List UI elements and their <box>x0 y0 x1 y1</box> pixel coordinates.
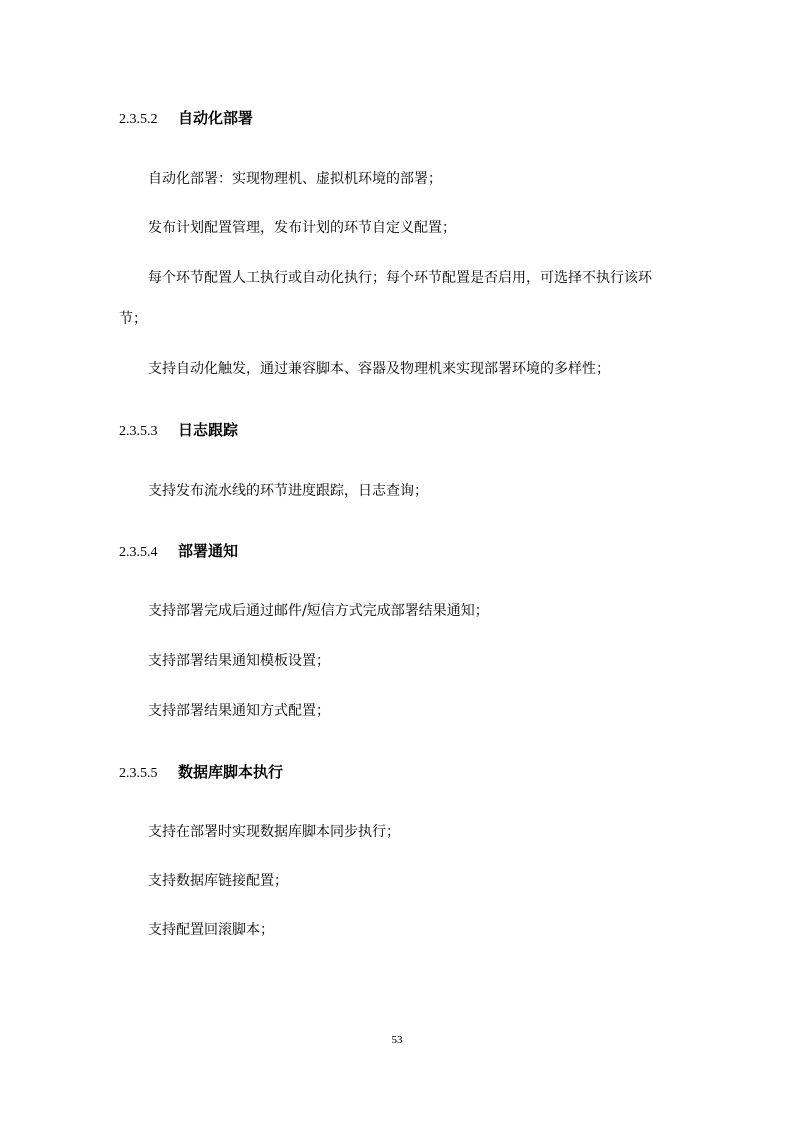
paragraph: 支持在部署时实现数据库脚本同步执行； <box>148 824 400 840</box>
section-title: 部署通知 <box>178 542 239 560</box>
paragraph-continuation: 节； <box>119 311 147 327</box>
paragraph: 支持部署完成后通过邮件/短信方式完成部署结果通知； <box>148 603 489 619</box>
section-heading <box>119 762 283 784</box>
paragraph: 支持数据库链接配置； <box>148 873 288 889</box>
paragraph: 支持部署结果通知方式配置； <box>148 703 330 719</box>
paragraph: 支持发布流水线的环节进度跟踪，日志查询； <box>148 483 428 499</box>
paragraph: 自动化部署：实现物理机、虚拟机环境的部署； <box>148 171 442 187</box>
section-title: 日志跟踪 <box>178 421 239 439</box>
section-heading <box>119 108 253 130</box>
section-heading <box>119 541 238 563</box>
paragraph: 发布计划配置管理，发布计划的环节自定义配置； <box>148 220 456 236</box>
paragraph: 支持配置回滚脚本； <box>148 922 274 938</box>
paragraph: 每个环节配置人工执行或自动化执行；每个环节配置是否启用，可选择不执行该环 <box>148 270 652 286</box>
section-number: 2.3.5.4 <box>119 545 158 560</box>
section-title: 数据库脚本执行 <box>178 763 284 781</box>
paragraph: 支持部署结果通知模板设置； <box>148 653 330 669</box>
section-heading <box>119 420 238 442</box>
paragraph: 支持自动化触发，通过兼容脚本、容器及物理机来实现部署环境的多样性； <box>148 361 610 377</box>
section-number: 2.3.5.5 <box>119 766 158 781</box>
section-number: 2.3.5.3 <box>119 424 158 439</box>
section-title: 自动化部署 <box>178 109 254 127</box>
page-number: 53 <box>391 1034 403 1046</box>
section-number: 2.3.5.2 <box>119 112 158 127</box>
